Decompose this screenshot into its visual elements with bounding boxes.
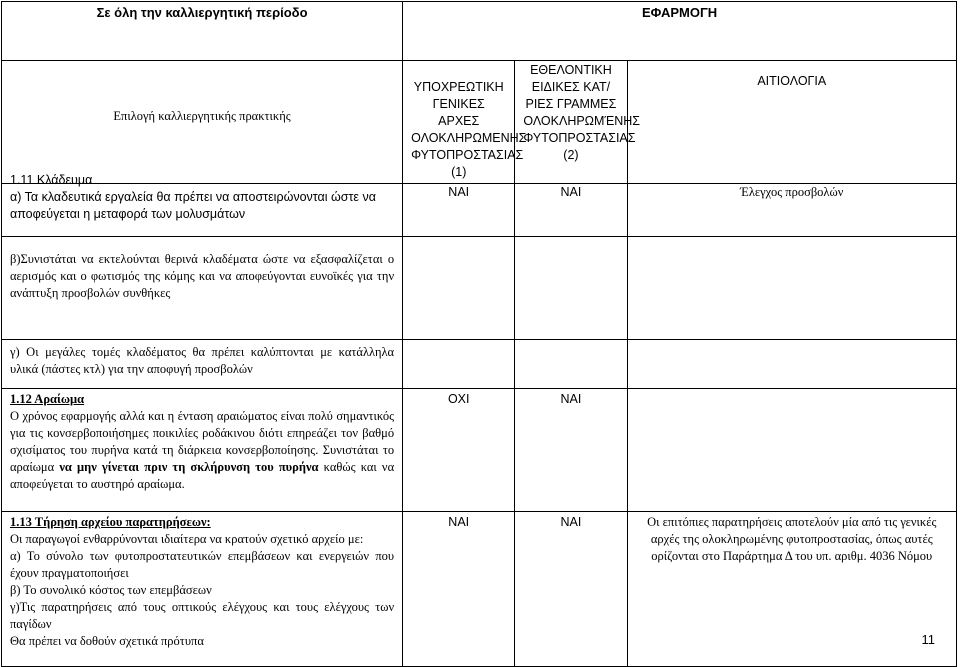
row-1-12-text-a: Ο χρόνος εφαρμογής αλλά και η ένταση αραιώματος είναι πολύ σημαντικός για τις κονσερβοποιήσημες ποικιλίες ροδάκινου διότι επηρεάζει τον βαθμό σχισίματος του πυρήνα κατά τη διάρκεια κονσερβοποίησης. Συνιστάται το αραίωμα — [10, 409, 395, 474]
row-1-11-justification: Έλεγχος προσβολών — [627, 184, 956, 237]
row-1-11-b-voluntary — [515, 237, 627, 340]
row-1-11-voluntary: ΝΑΙ — [515, 184, 627, 237]
mandatory-header: ΥΠΟΧΡΕΩΤΙΚΗ ΓΕΝΙΚΕΣ ΑΡΧΕΣ ΟΛΟΚΛΗΡΩΜΕΝΗΣ ΦΥΤΟΠΡΟΣΤΑΣΙΑΣ (1) — [403, 61, 515, 184]
row-1-11-practice — [2, 173, 403, 237]
row-1-11-c-mandatory — [403, 340, 515, 389]
page-number: 11 — [921, 632, 935, 647]
row-1-13-title: 1.13 Τήρηση αρχείου παρατηρήσεων: — [10, 515, 211, 529]
voluntary-header: ΕΘΕΛΟΝΤΙΚΗ ΕΙΔΙΚΕΣ ΚΑΤ/ΡΙΕΣ ΓΡΑΜΜΕΣ ΟΛΟΚΛΗΡΩΜΈΝΗΣ ΦΥΤΟΠΡΟΣΤΑΣΙΑΣ (2) — [515, 61, 627, 184]
application-header: ΕΦΑΡΜΟΓΗ — [403, 2, 957, 61]
row-1-12-voluntary: ΝΑΙ — [515, 389, 627, 512]
period-header: Σε όλη την καλλιεργητική περίοδο — [2, 2, 403, 61]
row-1-13-line-4: γ)Τις παρατηρήσεις από τους οπτικούς ελέγχους και τους ελέγχους των παγίδων — [10, 600, 395, 631]
practice-choice-header: Επιλογή καλλιεργητικής πρακτικής — [2, 61, 403, 184]
row-1-13-practice — [2, 512, 403, 667]
row-1-11-b-justification — [627, 237, 956, 340]
row-1-12-mandatory: ΟΧΙ — [403, 389, 515, 512]
row-1-13-line-5: Θα πρέπει να δοθούν σχετικά πρότυπα — [10, 634, 204, 648]
row-1-11-text: α) Τα κλαδευτικά εργαλεία θα πρέπει να αποστειρώνονται ώστε να αποφεύγεται η μεταφορά των μολυσμάτων — [10, 190, 376, 221]
row-1-13-mandatory: ΝΑΙ — [403, 512, 515, 667]
row-1-11-c-text: γ) Οι μεγάλες τομές κλαδέματος θα πρέπει καλύπτονται με κατάλληλα υλικά (πάστες κτλ) για την αποφυγή προσβολών — [2, 340, 403, 389]
table-row-1-13 — [2, 512, 957, 667]
header-row-columns — [2, 61, 957, 184]
row-1-11-c-justification — [627, 340, 956, 389]
row-1-13-line-2: α) Το σύνολο των φυτοπροστατευτικών επεμβάσεων και ενεργειών που έχουν πραγματοποιήσει — [10, 549, 395, 580]
table-row-1-12 — [2, 389, 957, 512]
row-1-13-justification: Οι επιτόπιες παρατηρήσεις αποτελούν μία από τις γενικές αρχές της ολοκληρωμένης φυτοπροστασίας, όπως αυτές ορίζονται στο Παράρτημα Δ του υπ. αριθμ. 4036 Νόμου — [627, 512, 956, 667]
application-table — [1, 1, 957, 667]
justification-header: ΑΙΤΙΟΛΟΓΙΑ — [627, 61, 956, 184]
table-row-1-11-c — [2, 340, 957, 389]
header-row-top — [2, 2, 957, 61]
table-row-1-11-b — [2, 237, 957, 340]
table-row-1-11 — [2, 184, 957, 237]
row-1-11-mandatory: ΝΑΙ — [403, 184, 515, 237]
row-1-11-title: 1.11 Κλάδευμα — [10, 173, 93, 187]
row-1-12-text-c: καθώς και να αποφεύγεται το αυστηρό αραίωμα. — [10, 460, 395, 491]
row-1-11-b-mandatory — [403, 237, 515, 340]
row-1-12-text-bold: να μην γίνεται πριν τη σκλήρυνση του πυρήνα — [59, 460, 319, 474]
row-1-13-line-3: β) Το συνολικό κόστος των επεμβάσεων — [10, 583, 212, 597]
row-1-12-justification — [627, 389, 956, 512]
row-1-12-practice — [2, 389, 403, 512]
row-1-13-line-1: Οι παραγωγοί ενθαρρύνονται ιδιαίτερα να κρατούν σχετικό αρχείο με: — [10, 532, 364, 546]
row-1-11-c-voluntary — [515, 340, 627, 389]
row-1-13-voluntary: ΝΑΙ — [515, 512, 627, 667]
row-1-12-title: 1.12 Αραίωμα — [10, 392, 85, 406]
row-1-11-b-text: β)Συνιστάται να εκτελούνται θερινά κλαδέματα ώστε να εξασφαλίζεται ο αερισμός και ο φωτισμός της κόμης και να αποφεύγονται ευνοϊκές για την ανάπτυξη προσβολών συνθήκες — [2, 237, 403, 340]
